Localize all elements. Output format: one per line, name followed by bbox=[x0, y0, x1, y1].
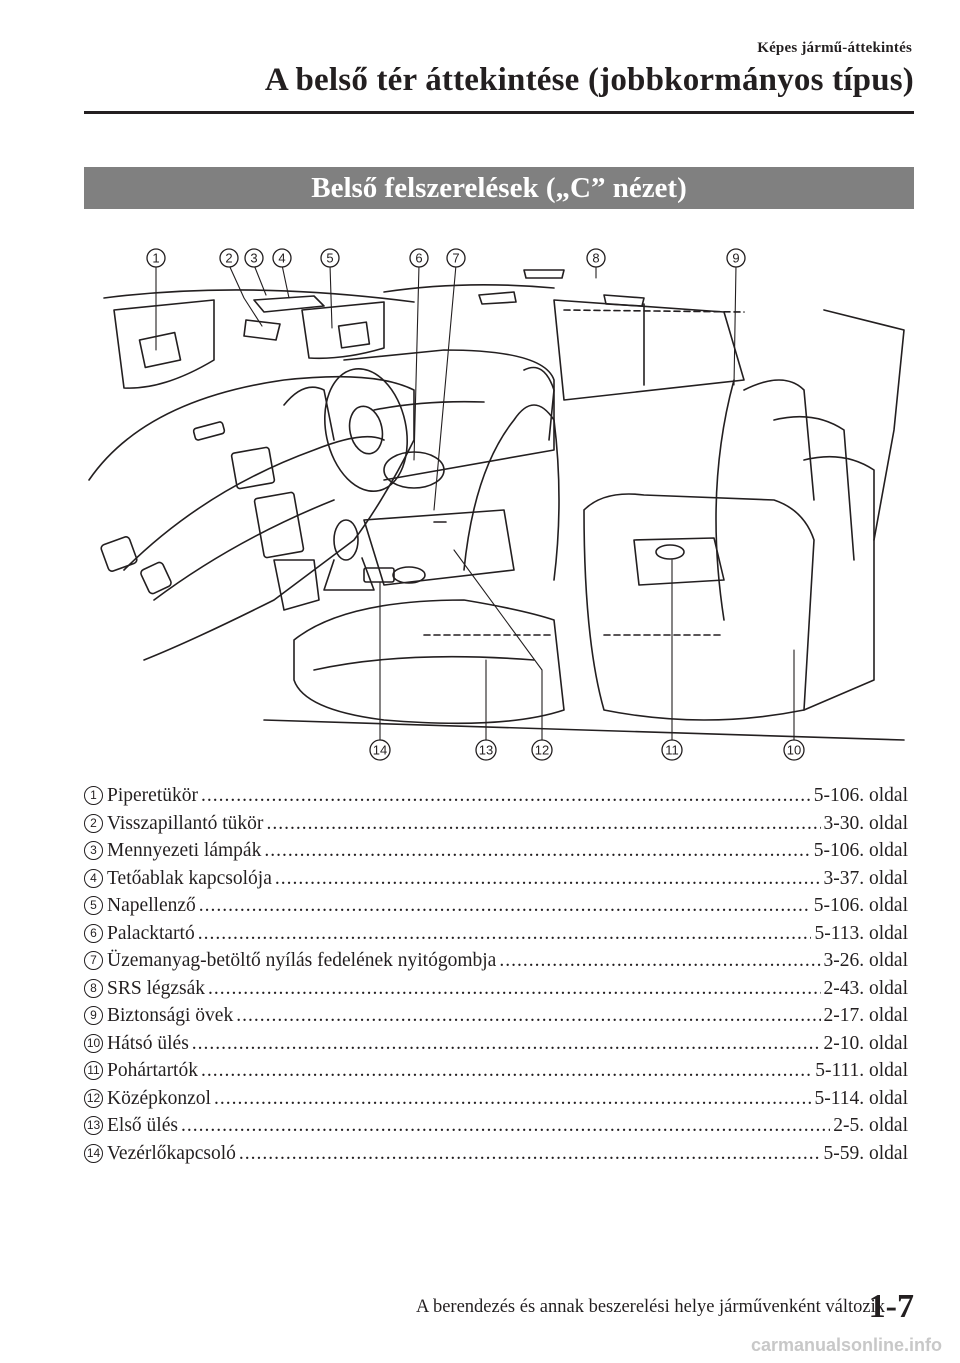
callout-6 bbox=[410, 249, 428, 267]
item-page-ref: 3-26. oldal bbox=[823, 950, 908, 971]
rear-door-window bbox=[554, 300, 744, 400]
item-label: Biztonsági övek bbox=[107, 1005, 234, 1026]
dashboard-outline bbox=[89, 377, 414, 660]
item-page-ref: 3-37. oldal bbox=[823, 867, 908, 889]
item-page-ref: 5-106. oldal bbox=[813, 840, 908, 861]
item-page-ref: 2-17. oldal bbox=[823, 1005, 908, 1026]
dot-leader bbox=[236, 1002, 820, 1030]
dot-leader bbox=[239, 1140, 821, 1168]
svg-text:14: 14 bbox=[372, 742, 388, 758]
list-item bbox=[84, 920, 908, 948]
list-item bbox=[84, 782, 908, 810]
callout-14 bbox=[370, 740, 390, 760]
item-label: Vezérlőkapcsoló bbox=[107, 1142, 236, 1164]
rearview-mirror bbox=[244, 320, 280, 340]
leader-5 bbox=[330, 265, 332, 328]
list-item bbox=[84, 1057, 908, 1085]
callout-1 bbox=[147, 249, 165, 267]
svg-text:2: 2 bbox=[225, 250, 233, 266]
dot-leader bbox=[201, 782, 811, 810]
item-label: Üzemanyag-betöltő nyílás fedelének nyitógombja bbox=[107, 950, 497, 971]
rear-cup-holder bbox=[656, 545, 684, 559]
item-page-ref: 5-113. oldal bbox=[814, 922, 908, 944]
item-number-badge: 10 bbox=[84, 1034, 103, 1053]
item-label: Visszapillantó tükör bbox=[107, 812, 264, 834]
list-item bbox=[84, 1085, 908, 1113]
list-item bbox=[84, 1002, 908, 1030]
leader-2 bbox=[229, 265, 262, 326]
item-label: Napellenző bbox=[107, 895, 196, 916]
svg-text:7: 7 bbox=[452, 250, 460, 266]
interior-illustration bbox=[84, 240, 914, 780]
dot-leader bbox=[214, 1085, 812, 1113]
item-label: Hátsó ülés bbox=[107, 1032, 189, 1054]
item-label: Piperetükör bbox=[107, 785, 198, 806]
item-label: Mennyezeti lámpák bbox=[107, 840, 262, 861]
dot-leader bbox=[199, 892, 811, 920]
list-item bbox=[84, 1030, 908, 1058]
feature-list bbox=[84, 782, 908, 1167]
item-page-ref: 5-59. oldal bbox=[823, 1142, 908, 1164]
footer-note: A berendezés és annak beszerelési helye járművenként változik bbox=[416, 1297, 885, 1317]
front-door-panel bbox=[344, 350, 554, 480]
callout-12 bbox=[532, 740, 552, 760]
item-label: Középkonzol bbox=[107, 1087, 211, 1109]
svg-text:11: 11 bbox=[665, 742, 679, 758]
list-item bbox=[84, 1112, 908, 1140]
callout-9 bbox=[727, 249, 745, 267]
svg-text:9: 9 bbox=[732, 250, 740, 266]
watermark: carmanualsonline.info bbox=[750, 1335, 942, 1355]
callout-2 bbox=[220, 249, 238, 267]
list-item bbox=[84, 892, 908, 920]
view-heading-band: Belső felszerelések („C” nézet) bbox=[84, 167, 914, 209]
dot-leader bbox=[198, 920, 812, 948]
air-vent bbox=[100, 536, 138, 573]
leader-6 bbox=[414, 265, 419, 460]
leader-9 bbox=[734, 265, 736, 385]
list-item bbox=[84, 810, 908, 838]
svg-text:10: 10 bbox=[786, 742, 802, 758]
item-page-ref: 5-111. oldal bbox=[815, 1060, 908, 1081]
svg-text:6: 6 bbox=[415, 250, 423, 266]
leader-7 bbox=[434, 265, 456, 510]
item-label: Palacktartó bbox=[107, 922, 195, 944]
item-number-badge: 13 bbox=[84, 1116, 103, 1135]
seat-belt bbox=[716, 380, 734, 620]
item-number-badge: 1 bbox=[84, 786, 103, 805]
rear-armrest bbox=[634, 538, 724, 585]
item-page-ref: 5-106. oldal bbox=[813, 785, 908, 806]
item-page-ref: 5-114. oldal bbox=[814, 1087, 908, 1109]
item-number-badge: 5 bbox=[84, 896, 103, 915]
item-number-badge: 11 bbox=[84, 1061, 103, 1080]
dot-leader bbox=[266, 810, 820, 838]
svg-text:3: 3 bbox=[250, 250, 258, 266]
dot-leader bbox=[208, 975, 820, 1003]
dot-leader bbox=[264, 837, 810, 865]
page-title: A belső tér áttekintése (jobbkormányos típus) bbox=[264, 62, 914, 98]
item-page-ref: 2-43. oldal bbox=[823, 977, 908, 999]
list-item bbox=[84, 837, 908, 865]
list-item bbox=[84, 865, 908, 893]
item-number-badge: 14 bbox=[84, 1144, 103, 1163]
callout-10 bbox=[784, 740, 804, 760]
callout-3 bbox=[245, 249, 263, 267]
center-display bbox=[231, 447, 275, 489]
item-label: SRS légzsák bbox=[107, 977, 206, 999]
item-number-badge: 7 bbox=[84, 951, 103, 970]
dot-leader bbox=[192, 1030, 821, 1058]
dot-leader bbox=[499, 947, 820, 975]
page-number: 1-7 bbox=[868, 1288, 914, 1325]
callout-13 bbox=[476, 740, 496, 760]
dot-leader bbox=[201, 1057, 812, 1085]
dot-leader bbox=[181, 1112, 830, 1140]
list-item bbox=[84, 975, 908, 1003]
svg-text:1: 1 bbox=[152, 250, 160, 266]
callout-5 bbox=[321, 249, 339, 267]
item-number-badge: 9 bbox=[84, 1006, 103, 1025]
sun-visor-right bbox=[302, 302, 384, 358]
item-label: Tetőablak kapcsolója bbox=[107, 867, 272, 889]
item-number-badge: 6 bbox=[84, 924, 103, 943]
item-number-badge: 4 bbox=[84, 869, 103, 888]
sun-visor-left bbox=[114, 300, 214, 388]
svg-text:8: 8 bbox=[592, 250, 600, 266]
callout-8 bbox=[587, 249, 605, 267]
item-number-badge: 12 bbox=[84, 1089, 103, 1108]
item-number-badge: 3 bbox=[84, 841, 103, 860]
item-number-badge: 2 bbox=[84, 814, 103, 833]
dot-leader bbox=[275, 865, 821, 893]
svg-text:12: 12 bbox=[534, 742, 550, 758]
section-label: Képes jármű-áttekintés bbox=[757, 40, 912, 56]
item-page-ref: 3-30. oldal bbox=[823, 812, 908, 834]
callout-11 bbox=[662, 740, 682, 760]
item-page-ref: 2-10. oldal bbox=[823, 1032, 908, 1054]
item-label: Pohártartók bbox=[107, 1060, 198, 1081]
title-divider bbox=[84, 111, 914, 114]
steering-wheel bbox=[314, 361, 418, 499]
item-number-badge: 8 bbox=[84, 979, 103, 998]
grab-handle bbox=[479, 292, 516, 304]
leader-12 bbox=[454, 550, 542, 740]
srs-curtain-line bbox=[564, 310, 744, 312]
rear-seat bbox=[584, 494, 814, 720]
list-item bbox=[84, 1140, 908, 1168]
svg-text:5: 5 bbox=[326, 250, 334, 266]
svg-text:4: 4 bbox=[278, 250, 286, 266]
front-seat bbox=[294, 600, 564, 723]
callout-7 bbox=[447, 249, 465, 267]
svg-text:13: 13 bbox=[478, 742, 494, 758]
callout-4 bbox=[273, 249, 291, 267]
item-page-ref: 2-5. oldal bbox=[833, 1115, 908, 1136]
item-page-ref: 5-106. oldal bbox=[813, 895, 908, 916]
item-label: Első ülés bbox=[107, 1115, 178, 1136]
leader-4 bbox=[282, 265, 289, 298]
list-item bbox=[84, 947, 908, 975]
